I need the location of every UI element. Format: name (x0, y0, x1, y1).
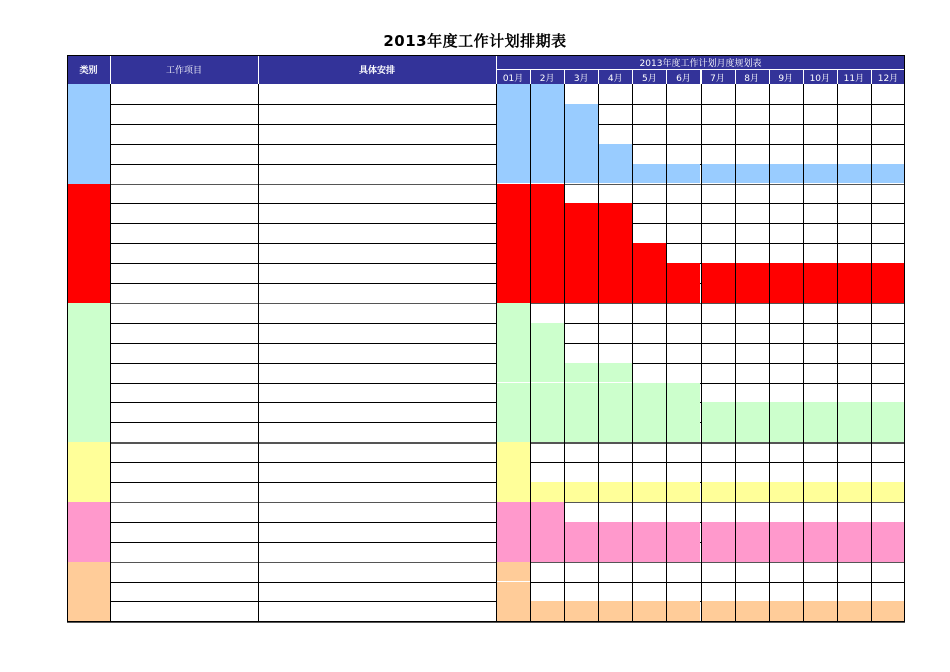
month-fill-cell (530, 323, 564, 343)
month-fill-cell (803, 482, 837, 502)
month-fill-cell (530, 343, 564, 363)
month-fill-cell (564, 283, 598, 303)
month-fill-cell (598, 422, 632, 442)
month-fill-cell (598, 383, 632, 403)
month-fill-cell (564, 203, 598, 223)
month-fill-cell (803, 422, 837, 442)
month-fill-cell (496, 164, 530, 184)
month-fill-cell (735, 542, 769, 562)
month-fill-cell (701, 522, 735, 542)
month-fill-cell (735, 601, 769, 621)
month-fill-cell (871, 522, 905, 542)
month-fill-cell (837, 522, 871, 542)
month-fill-cell (496, 442, 530, 462)
month-fill-cell (598, 542, 632, 562)
month-fill-cell (564, 383, 598, 403)
month-fill-cell (564, 223, 598, 243)
month-fill-cell (837, 601, 871, 621)
month-fill-cell (769, 601, 803, 621)
month-fill-cell (871, 283, 905, 303)
month-fill-cell (735, 263, 769, 283)
month-fill-cell (530, 203, 564, 223)
header-category: 类别 (67, 55, 110, 84)
month-fill-cell (837, 542, 871, 562)
month-header-3: 3月 (564, 70, 598, 84)
category-cell (67, 84, 110, 184)
month-header-11: 11月 (837, 70, 871, 84)
month-fill-cell (598, 164, 632, 184)
month-fill-cell (701, 263, 735, 283)
month-fill-cell (735, 402, 769, 422)
month-fill-cell (871, 601, 905, 621)
month-fill-cell (632, 402, 666, 422)
month-fill-cell (837, 263, 871, 283)
month-fill-cell (803, 164, 837, 184)
month-fill-cell (701, 601, 735, 621)
category-cell (67, 502, 110, 562)
month-fill-cell (496, 502, 530, 522)
month-fill-cell (598, 223, 632, 243)
month-fill-cell (769, 402, 803, 422)
month-fill-cell (496, 283, 530, 303)
header-work-item: 工作项目 (110, 55, 258, 84)
month-fill-cell (496, 402, 530, 422)
month-fill-cell (530, 482, 564, 502)
month-header-12: 12月 (871, 70, 905, 84)
month-fill-cell (530, 164, 564, 184)
month-fill-cell (769, 164, 803, 184)
month-fill-cell (564, 482, 598, 502)
month-fill-cell (496, 223, 530, 243)
month-fill-cell (564, 263, 598, 283)
month-fill-cell (701, 402, 735, 422)
month-fill-cell (871, 263, 905, 283)
month-fill-cell (598, 363, 632, 383)
month-header-4: 4月 (598, 70, 632, 84)
month-fill-cell (632, 422, 666, 442)
month-fill-cell (530, 542, 564, 562)
month-fill-cell (564, 601, 598, 621)
month-fill-cell (803, 402, 837, 422)
month-fill-cell (735, 283, 769, 303)
month-fill-cell (496, 124, 530, 144)
month-fill-cell (666, 542, 700, 562)
month-fill-cell (871, 482, 905, 502)
month-header-9: 9月 (769, 70, 803, 84)
month-fill-cell (530, 124, 564, 144)
month-fill-cell (530, 184, 564, 204)
month-fill-cell (598, 263, 632, 283)
month-fill-cell (496, 601, 530, 621)
month-fill-cell (598, 601, 632, 621)
month-fill-cell (666, 601, 700, 621)
month-fill-cell (701, 422, 735, 442)
category-cell (67, 442, 110, 502)
month-fill-cell (564, 522, 598, 542)
month-fill-cell (666, 482, 700, 502)
month-fill-cell (496, 203, 530, 223)
month-header-6: 6月 (666, 70, 700, 84)
month-fill-cell (496, 363, 530, 383)
month-fill-cell (496, 243, 530, 263)
month-fill-cell (530, 363, 564, 383)
month-fill-cell (598, 482, 632, 502)
category-cell (67, 184, 110, 303)
month-fill-cell (632, 283, 666, 303)
month-fill-cell (735, 482, 769, 502)
month-fill-cell (632, 482, 666, 502)
month-fill-cell (564, 164, 598, 184)
month-header-8: 8月 (735, 70, 769, 84)
month-header-2: 2月 (530, 70, 564, 84)
month-fill-cell (564, 542, 598, 562)
month-fill-cell (496, 462, 530, 482)
month-fill-cell (496, 323, 530, 343)
month-fill-cell (632, 601, 666, 621)
month-fill-cell (530, 223, 564, 243)
month-fill-cell (769, 522, 803, 542)
month-fill-cell (598, 402, 632, 422)
month-fill-cell (496, 343, 530, 363)
month-fill-cell (598, 144, 632, 164)
month-fill-cell (496, 562, 530, 582)
month-fill-cell (803, 601, 837, 621)
month-fill-cell (666, 422, 700, 442)
month-fill-cell (530, 283, 564, 303)
month-fill-cell (530, 502, 564, 522)
month-fill-cell (837, 283, 871, 303)
month-header-1: 01月 (496, 70, 530, 84)
month-fill-cell (496, 522, 530, 542)
month-fill-cell (871, 402, 905, 422)
month-fill-cell (496, 582, 530, 602)
month-fill-cell (564, 363, 598, 383)
month-fill-cell (530, 104, 564, 124)
month-fill-cell (803, 283, 837, 303)
month-fill-cell (632, 522, 666, 542)
month-fill-cell (564, 422, 598, 442)
month-fill-cell (837, 164, 871, 184)
month-fill-cell (632, 243, 666, 263)
month-fill-cell (530, 144, 564, 164)
month-fill-cell (530, 402, 564, 422)
month-fill-cell (496, 303, 530, 323)
month-fill-cell (666, 263, 700, 283)
month-fill-cell (564, 104, 598, 124)
month-fill-cell (496, 542, 530, 562)
month-fill-cell (803, 542, 837, 562)
month-fill-cell (803, 522, 837, 542)
month-fill-cell (701, 283, 735, 303)
month-fill-cell (769, 422, 803, 442)
month-fill-cell (530, 522, 564, 542)
month-fill-cell (735, 422, 769, 442)
month-header-7: 7月 (701, 70, 735, 84)
month-fill-cell (769, 542, 803, 562)
month-fill-cell (530, 383, 564, 403)
month-fill-cell (837, 402, 871, 422)
month-header-5: 5月 (632, 70, 666, 84)
month-fill-cell (871, 542, 905, 562)
month-fill-cell (530, 601, 564, 621)
month-fill-cell (564, 124, 598, 144)
month-fill-cell (530, 84, 564, 104)
month-fill-cell (496, 184, 530, 204)
month-fill-cell (598, 283, 632, 303)
month-fill-cell (666, 283, 700, 303)
schedule-table (67, 55, 905, 622)
month-fill-cell (598, 522, 632, 542)
month-fill-cell (701, 542, 735, 562)
month-fill-cell (803, 263, 837, 283)
month-fill-cell (530, 243, 564, 263)
month-fill-cell (564, 144, 598, 164)
month-fill-cell (632, 383, 666, 403)
month-fill-cell (769, 263, 803, 283)
header-monthly-plan: 2013年度工作计划月度规划表 (496, 55, 905, 69)
month-fill-cell (666, 402, 700, 422)
month-fill-cell (735, 522, 769, 542)
month-fill-cell (632, 263, 666, 283)
month-fill-cell (735, 164, 769, 184)
month-fill-cell (632, 164, 666, 184)
month-fill-cell (666, 522, 700, 542)
month-fill-cell (496, 84, 530, 104)
month-fill-cell (666, 164, 700, 184)
month-fill-cell (496, 422, 530, 442)
month-fill-cell (837, 422, 871, 442)
month-fill-cell (666, 383, 700, 403)
month-fill-cell (598, 203, 632, 223)
month-fill-cell (701, 164, 735, 184)
month-fill-cell (632, 542, 666, 562)
month-fill-cell (769, 283, 803, 303)
month-fill-cell (564, 402, 598, 422)
month-fill-cell (837, 482, 871, 502)
month-fill-cell (871, 164, 905, 184)
category-cell (67, 303, 110, 442)
month-fill-cell (598, 243, 632, 263)
month-fill-cell (769, 482, 803, 502)
month-fill-cell (496, 104, 530, 124)
month-fill-cell (701, 482, 735, 502)
month-fill-cell (496, 383, 530, 403)
header-arrangement: 具体安排 (258, 55, 496, 84)
category-cell (67, 562, 110, 622)
month-fill-cell (496, 263, 530, 283)
month-fill-cell (871, 422, 905, 442)
month-fill-cell (496, 144, 530, 164)
month-fill-cell (564, 243, 598, 263)
month-fill-cell (530, 263, 564, 283)
month-header-10: 10月 (803, 70, 837, 84)
month-fill-cell (496, 482, 530, 502)
month-fill-cell (530, 422, 564, 442)
page-title: 2013年度工作计划排期表 (383, 32, 567, 50)
